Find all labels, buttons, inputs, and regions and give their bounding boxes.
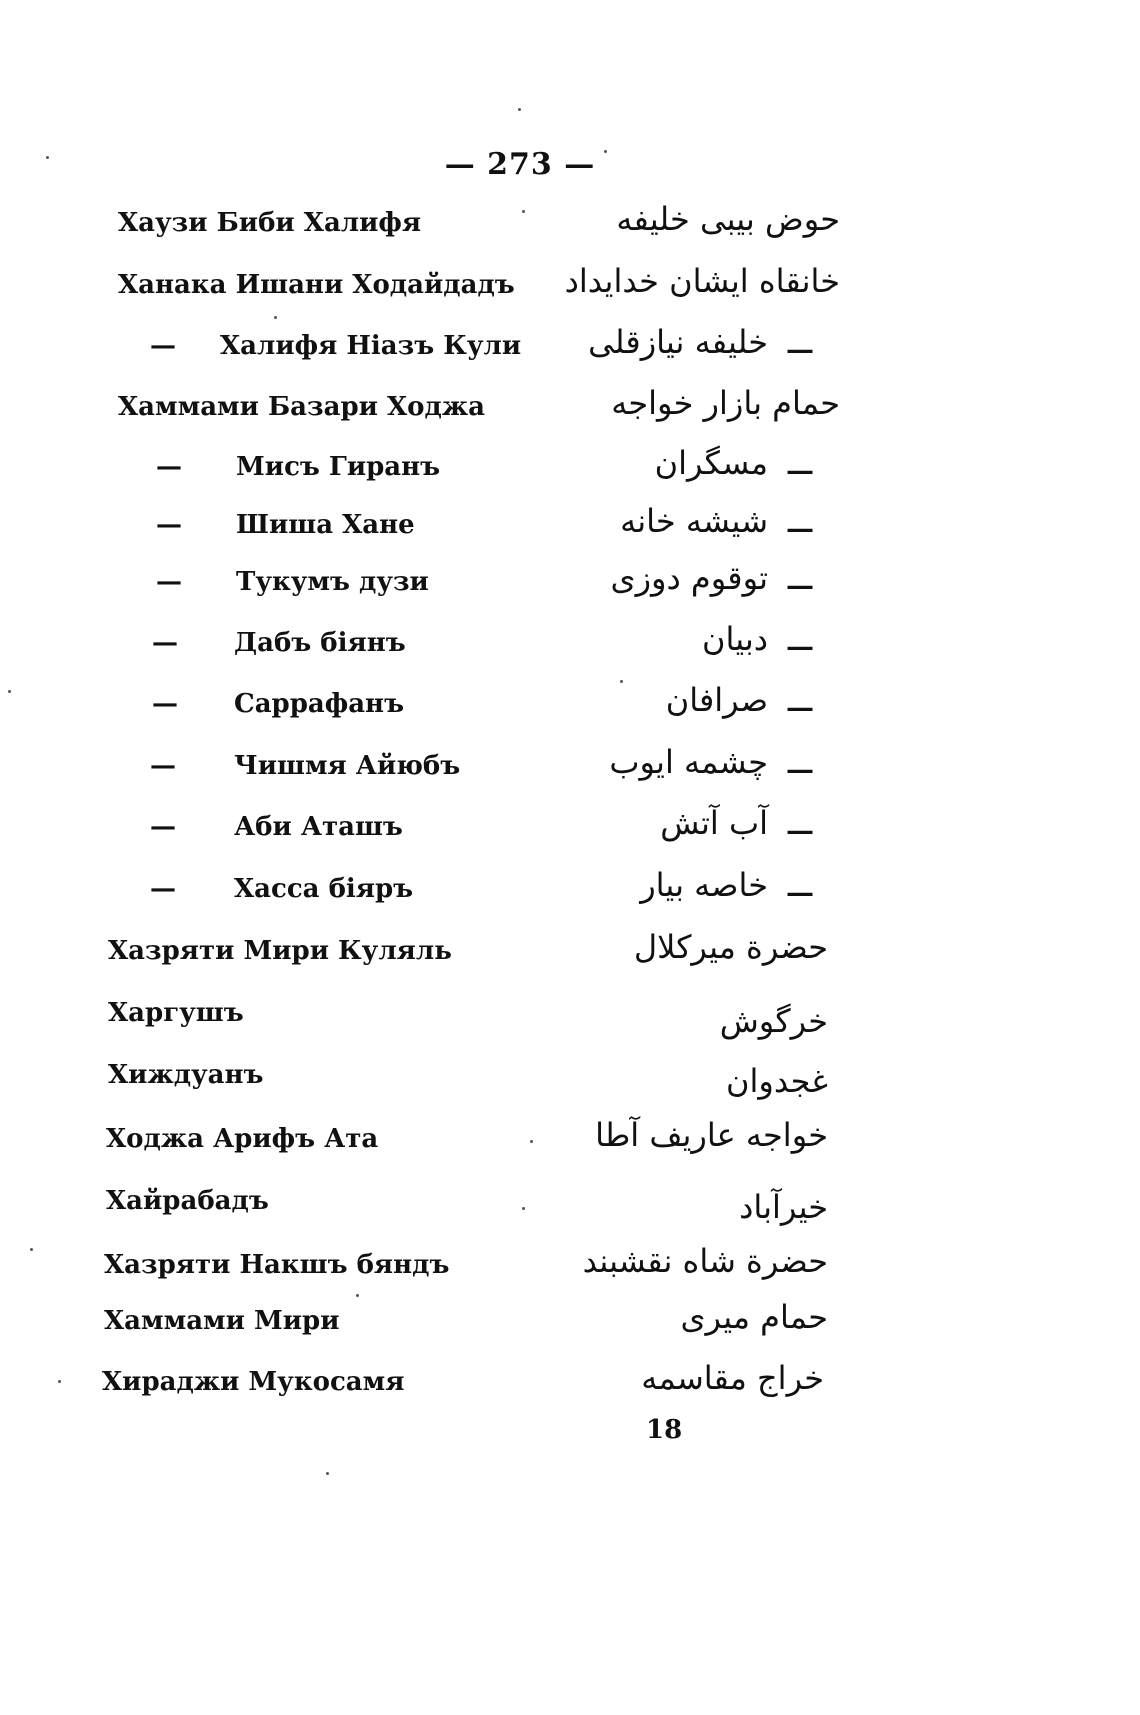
arabic-name: حضرة شاه نقشبند — [582, 1242, 828, 1280]
ditto-dash: — — [786, 753, 814, 786]
russian-name: Чишмя Айюбъ — [234, 751, 461, 781]
arabic-name: حمام میری — [680, 1298, 828, 1336]
entry-row — [0, 620, 1140, 678]
scan-speck — [522, 1207, 525, 1210]
entry-row — [0, 200, 1140, 258]
arabic-name: حمام بازار خواجه — [611, 384, 840, 422]
ditto-dash: — — [150, 812, 176, 842]
entry-row — [0, 743, 1140, 801]
arabic-name: چشمه ایوب — [609, 743, 768, 781]
arabic-name: خاصه بیار — [640, 866, 768, 904]
scan-speck — [620, 680, 623, 683]
scan-speck — [604, 150, 607, 153]
russian-name: Шиша Хане — [236, 510, 415, 540]
arabic-name: خانقاه ایشان خدایداد — [564, 262, 840, 300]
entry-row — [0, 1359, 1140, 1417]
arabic-name: خیرآباد — [739, 1188, 828, 1226]
entry-row — [0, 1060, 1140, 1110]
arabic-name: دبیان — [701, 620, 768, 658]
ditto-dash: — — [150, 331, 176, 361]
russian-name: Дабъ біянъ — [234, 628, 406, 658]
scan-speck — [326, 1472, 329, 1475]
ditto-dash: — — [152, 628, 178, 658]
entry-row — [0, 1116, 1140, 1174]
russian-name: Аби Аташъ — [234, 812, 403, 842]
arabic-name: حضرة میرکلال — [633, 928, 828, 966]
entry-row — [0, 998, 1140, 1048]
arabic-name: آب آتش — [660, 804, 768, 842]
ditto-dash: — — [786, 876, 814, 909]
russian-name: Хазряти Накшъ бяндъ — [104, 1250, 450, 1280]
arabic-name: مسگران — [654, 444, 768, 482]
entry-row — [0, 444, 1140, 502]
scan-speck — [518, 108, 521, 111]
entry-row — [0, 384, 1140, 442]
scan-speck — [356, 1294, 359, 1297]
ditto-dash: — — [152, 689, 178, 719]
russian-name: Ханака Ишани Ходайдадъ — [118, 270, 515, 300]
scan-speck — [30, 1248, 33, 1251]
russian-name: Хаммами Базари Ходжа — [118, 392, 485, 422]
scan-speck — [58, 1380, 61, 1383]
russian-name: Харгушъ — [108, 998, 244, 1028]
scan-speck — [8, 690, 11, 693]
arabic-name: غجدوان — [725, 1062, 828, 1100]
entry-row — [0, 1186, 1140, 1236]
arabic-name: خواجه عاریف آطا — [595, 1116, 828, 1154]
scan-speck — [46, 156, 49, 159]
scan-speck — [522, 210, 525, 213]
russian-name: Халифя Ніазъ Кули — [220, 331, 522, 361]
russian-name: Хираджи Мукосамя — [102, 1367, 405, 1397]
ditto-dash: — — [150, 874, 176, 904]
entry-row — [0, 1242, 1140, 1300]
russian-name: Ходжа Арифъ Ата — [106, 1124, 379, 1154]
arabic-name: خراج مقاسمه — [641, 1359, 824, 1397]
entry-row — [0, 681, 1140, 739]
entry-row — [0, 262, 1140, 320]
ditto-dash: — — [786, 454, 814, 487]
ditto-dash: — — [156, 452, 182, 482]
arabic-name: شیشه خانه — [620, 502, 768, 540]
ditto-dash: — — [786, 630, 814, 663]
signature-mark: 18 — [646, 1415, 683, 1445]
entry-row — [0, 323, 1140, 381]
ditto-dash: — — [156, 567, 182, 597]
ditto-dash: — — [786, 333, 814, 366]
entry-row — [0, 928, 1140, 986]
ditto-dash: — — [786, 569, 814, 602]
arabic-name: صرافان — [665, 681, 768, 719]
ditto-dash: — — [786, 691, 814, 724]
arabic-name: خرگوش — [719, 1002, 828, 1040]
russian-name: Хаузи Биби Халифя — [118, 208, 422, 238]
ditto-dash: — — [150, 751, 176, 781]
entry-row — [0, 866, 1140, 924]
russian-name: Мисъ Гиранъ — [236, 452, 441, 482]
scan-speck — [530, 1140, 533, 1143]
ditto-dash: — — [156, 510, 182, 540]
russian-name: Хайрабадъ — [106, 1186, 269, 1216]
entry-row — [0, 1298, 1140, 1356]
entry-row — [0, 502, 1140, 560]
entry-row — [0, 804, 1140, 862]
russian-name: Саррафанъ — [234, 689, 405, 719]
russian-name: Хасса біяръ — [234, 874, 414, 904]
arabic-name: توقوم دوزی — [610, 559, 768, 597]
page-number-header: — 273 — — [444, 147, 596, 182]
russian-name: Тукумъ дузи — [236, 567, 429, 597]
russian-name: Хаммами Мири — [104, 1306, 340, 1336]
arabic-name: حوض بیبی خلیفه — [616, 200, 840, 238]
ditto-dash: — — [786, 512, 814, 545]
russian-name: Хиждуанъ — [108, 1060, 264, 1090]
arabic-name: خلیفه نیازقلی — [588, 323, 768, 361]
russian-name: Хазряти Мири Куляль — [108, 936, 452, 966]
scan-speck — [274, 316, 277, 319]
entry-row — [0, 559, 1140, 617]
ditto-dash: — — [786, 814, 814, 847]
